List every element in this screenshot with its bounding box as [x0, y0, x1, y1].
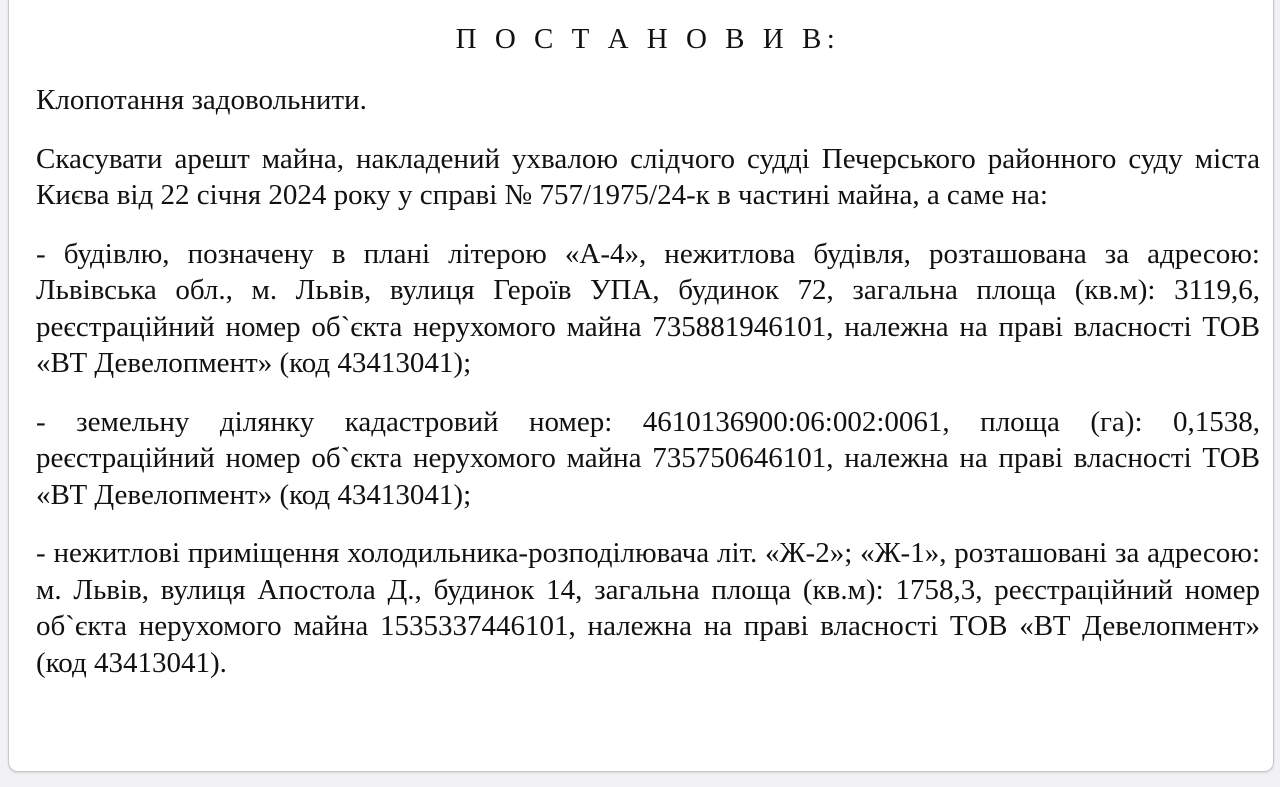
paragraph-grant-motion: Клопотання задовольнити. — [36, 84, 367, 116]
document-page — [8, 0, 1274, 772]
paragraph-cancel-arrest: Скасувати арешт майна, накладений ухвалою слідчого судді Печерського районного суду міста Києва від 22 січня 2024 року у справі № 757/1975/24-к в частині майна, а саме на: — [36, 142, 1260, 211]
resolution-heading: П О С Т А Н О В И В: — [455, 23, 841, 55]
paragraph-item-building: - будівлю, позначену в плані літерою «А-4», нежитлова будівля, розташована за адресою: Львівська обл., м. Львів, вулиця Героїв УПА, будинок 72, загальна площа (кв.м): 3119,6, реєстраційний номер об`єкта нерухомого майна 735881946101, належна на праві власності ТОВ «ВТ Девелопмент» (код 43413041); — [36, 237, 1260, 379]
paragraph-item-land-plot: - земельну ділянку кадастровий номер: 4610136900:06:002:0061, площа (га): 0,1538, реєстраційний номер об`єкта нерухомого майна 735750646101, належна на праві власності ТОВ «ВТ Девелопмент» (код 43413041); — [36, 405, 1260, 511]
document-body — [36, 0, 1260, 681]
paragraph-item-premises: - нежитлові приміщення холодильника-розподілювача літ. «Ж-2»; «Ж-1», розташовані за адресою: м. Львів, вулиця Апостола Д., будинок 14, загальна площа (кв.м): 1758,3, реєстраційний номер об`єкта нерухомого майна 1535337446101, належна на праві власності ТОВ «ВТ Девелопмент» (код 43413041). — [36, 537, 1260, 679]
background-strip — [0, 775, 1280, 787]
